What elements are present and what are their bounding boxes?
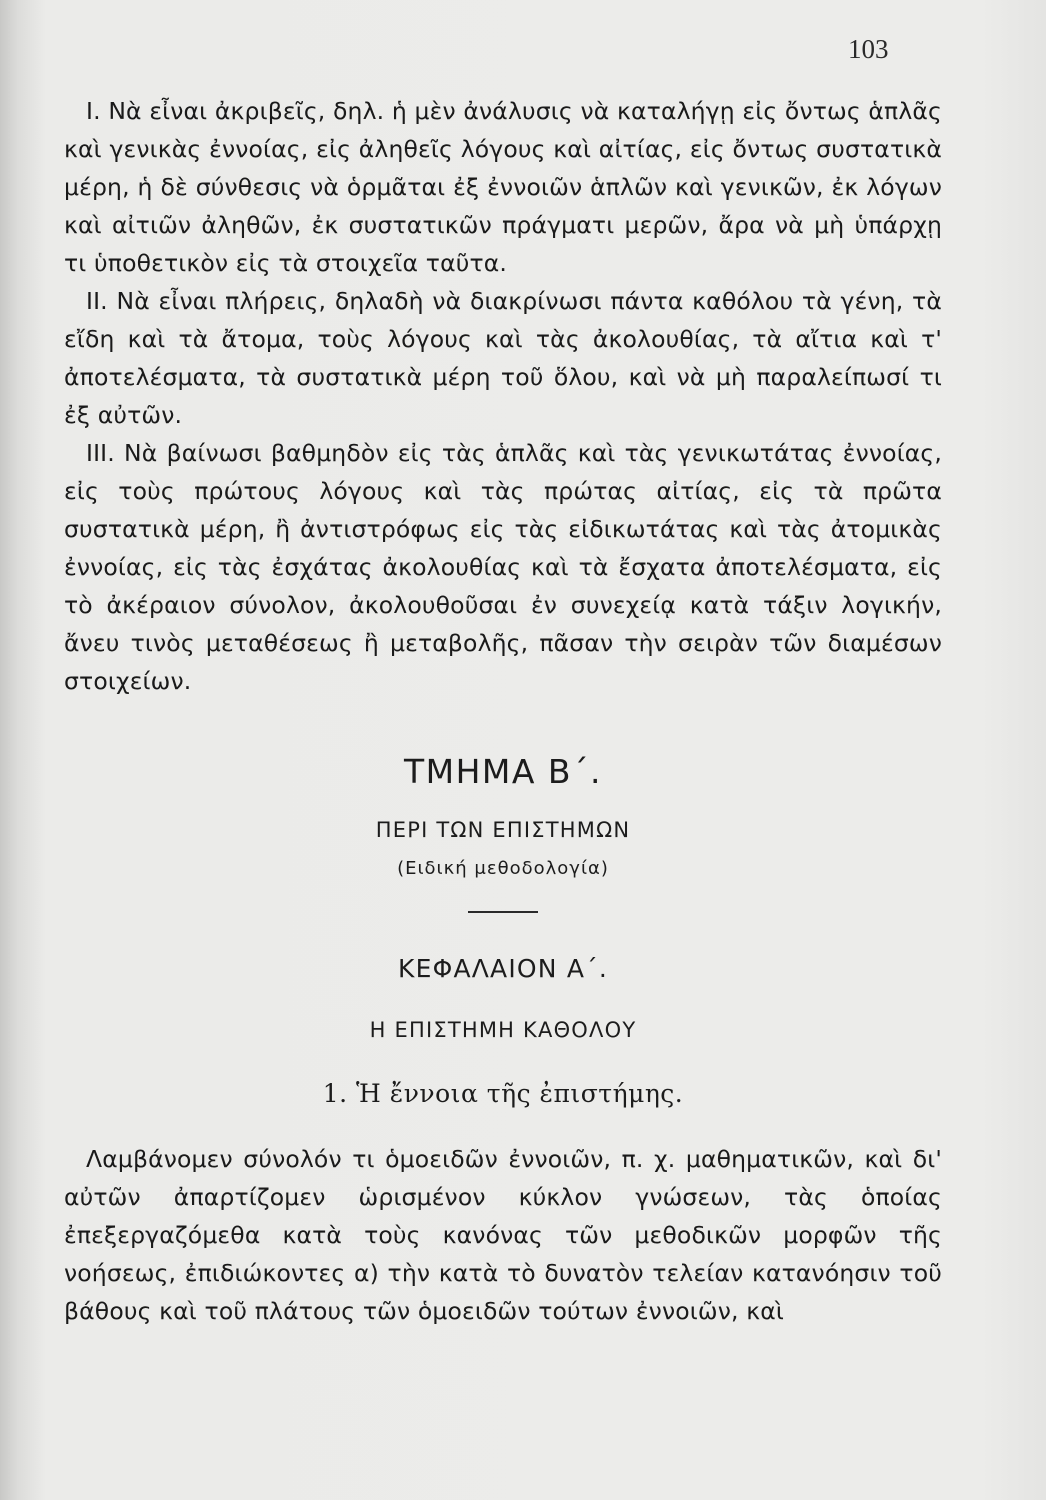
section-subject: ΠΕΡΙ ΤΩΝ ΕΠΙΣΤΗΜΩΝ bbox=[375, 818, 631, 842]
chapter-title: Η ΕΠΙΣΤΗΜΗ ΚΑΘΟΛΟΥ bbox=[369, 1018, 637, 1042]
criterion-paragraph-2: II. Νὰ εἶναι πλήρεις, δηλαδὴ νὰ διακρίνωσι πάντα καθόλου τὰ γένη, τὰ εἴδη καὶ τὰ ἄτομα, τοὺς λόγους καὶ τὰς ἀκολουθίας, τὰ αἴτια καὶ τ' ἀποτελέσματα, τὰ συστατικὰ μέρη τοῦ ὅλου, καὶ νὰ μὴ παραλείπωσί τι ἐξ αὐτῶν. bbox=[64, 287, 942, 429]
chapter-heading: ΚΕΦΑΛΑΙΟΝ Α΄. bbox=[397, 954, 609, 983]
heading-divider bbox=[468, 911, 538, 913]
section-subtitle: (Ειδική μεθοδολογία) bbox=[397, 858, 609, 879]
section-heading: ΤΜΗΜΑ Β΄. bbox=[403, 752, 603, 791]
subsection-heading: 1. Ἡ ἔννοια τῆς ἐπιστήμης. bbox=[322, 1079, 684, 1108]
criterion-paragraph-3: III. Νὰ βαίνωσι βαθμηδὸν εἰς τὰς ἁπλᾶς καὶ τὰς γενικωτάτας ἐννοίας, εἰς τοὺς πρώτους λόγους καὶ τὰς πρώτας αἰτίας, εἰς τὰ πρῶτα συστατικὰ μέρη, ἢ ἀντιστρόφως εἰς τὰς εἰδικωτάτας καὶ τὰς ἀτομικὰς ἐννοίας, εἰς τὰς ἐσχάτας ἀκολουθίας καὶ τὰ ἔσχατα ἀποτελέσματα, εἰς τὸ ἀκέραιον σύνολον, ἀκολουθοῦσαι ἐν συνεχείᾳ κατὰ τάξιν λογικήν, ἄνευ τινὸς μεταθέσεως ἢ μεταβολῆς, πᾶσαν τὴν σειρὰν τῶν διαμέσων στοιχείων. bbox=[64, 439, 942, 695]
criteria-list bbox=[64, 92, 942, 700]
page-number: 103 bbox=[848, 34, 889, 64]
chapter-body bbox=[64, 1140, 942, 1330]
criterion-paragraph-1: I. Νὰ εἶναι ἀκριβεῖς, δηλ. ἡ μὲν ἀνάλυσις νὰ καταλήγῃ εἰς ὄντως ἁπλᾶς καὶ γενικὰς ἐννοίας, εἰς ἀληθεῖς λόγους καὶ αἰτίας, εἰς ὄντως συστατικὰ μέρη, ἡ δὲ σύνθεσις νὰ ὁρμᾶται ἐξ ἐννοιῶν ἁπλῶν καὶ γενικῶν, ἐκ λόγων καὶ αἰτιῶν ἀληθῶν, ἐκ συστατικῶν πράγματι μερῶν, ἄρα νὰ μὴ ὑπάρχῃ τι ὑποθετικὸν εἰς τὰ στοιχεῖα ταῦτα. bbox=[64, 97, 942, 277]
body-paragraph: Λαμβάνομεν σύνολόν τι ὁμοειδῶν ἐννοιῶν, π. χ. μαθηματικῶν, καὶ δι' αὐτῶν ἀπαρτίζομεν ὡρισμένον κύκλον γνώσεων, τὰς ὁποίας ἐπεξεργαζόμεθα κατὰ τοὺς κανόνας τῶν μεθοδικῶν μορφῶν τῆς νοήσεως, ἐπιδιώκοντες α) τὴν κατὰ τὸ δυνατὸν τελείαν κατανόησιν τοῦ βάθους καὶ τοῦ πλάτους τῶν ὁμοειδῶν τούτων ἐννοιῶν, καὶ bbox=[64, 1145, 942, 1325]
